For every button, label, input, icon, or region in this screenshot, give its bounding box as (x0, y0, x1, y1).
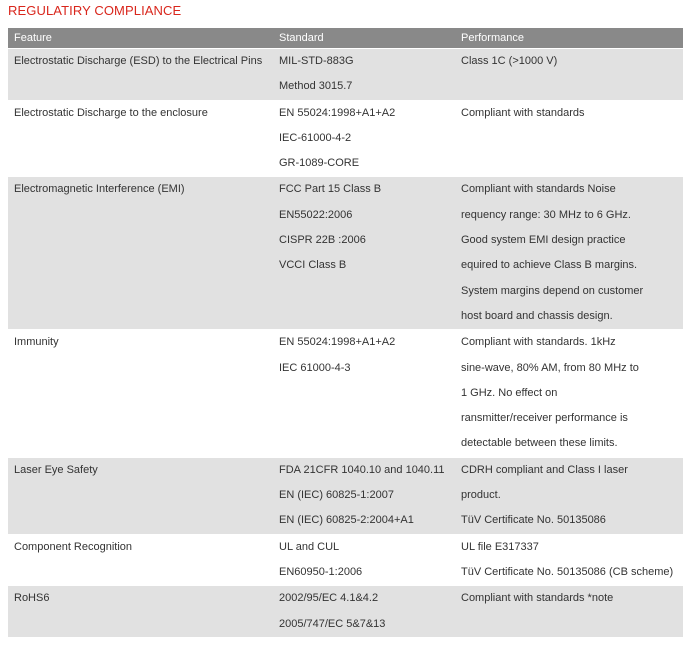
performance-cell (455, 49, 683, 101)
performance-line: Compliant with standards Noise (461, 183, 616, 196)
performance-line: Good system EMI design practice (461, 234, 626, 247)
standard-line: Method 3015.7 (279, 80, 353, 93)
feature-text: Immunity (14, 336, 59, 349)
table-body (8, 49, 683, 638)
performance-line: UL file E317337 (461, 540, 539, 553)
performance-line: CDRH compliant and Class I laser (461, 463, 628, 476)
performance-cell (455, 586, 683, 638)
performance-line: Compliant with standards. 1kHz (461, 336, 616, 349)
table-row (8, 534, 683, 586)
feature-cell (8, 586, 273, 638)
feature-cell (8, 49, 273, 101)
standard-line: GR-1089-CORE (279, 157, 360, 170)
column-header-standard: Standard (273, 28, 455, 49)
feature-cell (8, 330, 273, 457)
performance-cell (455, 100, 683, 177)
performance-cell (455, 177, 683, 330)
performance-line: TüV Certificate No. 50135086 (CB scheme) (461, 565, 674, 578)
compliance-table (8, 28, 683, 638)
standard-line: CISPR 22B :2006 (279, 234, 366, 247)
table-row (8, 177, 683, 330)
feature-text: Electrostatic Discharge to the enclosure (14, 106, 208, 119)
feature-cell (8, 534, 273, 586)
table-row (8, 586, 683, 638)
table-row (8, 457, 683, 534)
standard-cell (273, 534, 455, 586)
standard-line: IEC 61000-4-3 (279, 361, 351, 374)
feature-text: RoHS6 (14, 592, 50, 605)
performance-line: 1 GHz. No effect on (461, 386, 558, 399)
feature-cell (8, 457, 273, 534)
performance-line: ransmitter/receiver performance is (461, 412, 628, 425)
standard-cell (273, 49, 455, 101)
performance-cell (455, 534, 683, 586)
table-row (8, 49, 683, 101)
section-title: REGULATIRY COMPLIANCE (8, 3, 182, 18)
table-header-row (8, 28, 683, 49)
performance-cell (455, 457, 683, 534)
standard-cell (273, 457, 455, 534)
feature-text: Laser Eye Safety (14, 463, 98, 476)
feature-text: Electromagnetic Interference (EMI) (14, 183, 185, 196)
standard-line: EN (IEC) 60825-2:2004+A1 (279, 514, 414, 527)
standard-line: UL and CUL (279, 540, 340, 553)
feature-text: Component Recognition (14, 540, 133, 553)
standard-line: EN 55024:1998+A1+A2 (279, 106, 396, 119)
performance-line: detectable between these limits. (461, 437, 618, 450)
performance-line: TüV Certificate No. 50135086 (461, 514, 606, 527)
standard-line: EN55022:2006 (279, 208, 353, 221)
standard-cell (273, 330, 455, 457)
performance-cell (455, 330, 683, 457)
table-row (8, 100, 683, 177)
standard-line: 2005/747/EC 5&7&13 (279, 617, 386, 630)
performance-line: sine-wave, 80% AM, from 80 MHz to (461, 361, 639, 374)
feature-cell (8, 177, 273, 330)
standard-cell (273, 100, 455, 177)
performance-line: equired to achieve Class B margins. (461, 259, 638, 272)
performance-line: host board and chassis design. (461, 309, 613, 322)
performance-line: product. (461, 489, 501, 502)
performance-line: requency range: 30 MHz to 6 GHz. (461, 208, 631, 221)
standard-line: 2002/95/EC 4.1&4.2 (279, 592, 379, 605)
feature-cell (8, 100, 273, 177)
standard-line: VCCI Class B (279, 259, 347, 272)
standard-line: MIL-STD-883G (279, 55, 354, 67)
standard-line: FDA 21CFR 1040.10 and 1040.11 (279, 463, 445, 476)
column-header-performance: Performance (455, 28, 683, 49)
standard-cell (273, 586, 455, 638)
performance-line: System margins depend on customer (461, 284, 644, 297)
table-row (8, 330, 683, 457)
standard-line: EN60950-1:2006 (279, 565, 363, 578)
standard-line: EN (IEC) 60825-1:2007 (279, 489, 394, 502)
performance-line: Class 1C (>1000 V) (461, 55, 558, 67)
performance-line: Compliant with standards (461, 106, 585, 119)
column-header-feature: Feature (8, 28, 273, 49)
standard-cell (273, 177, 455, 330)
standard-line: FCC Part 15 Class B (279, 183, 382, 196)
performance-line: Compliant with standards *note (461, 592, 614, 605)
standard-line: EN 55024:1998+A1+A2 (279, 336, 396, 349)
standard-line: IEC-61000-4-2 (279, 131, 352, 144)
feature-text: Electrostatic Discharge (ESD) to the Electrical Pins (14, 55, 263, 67)
